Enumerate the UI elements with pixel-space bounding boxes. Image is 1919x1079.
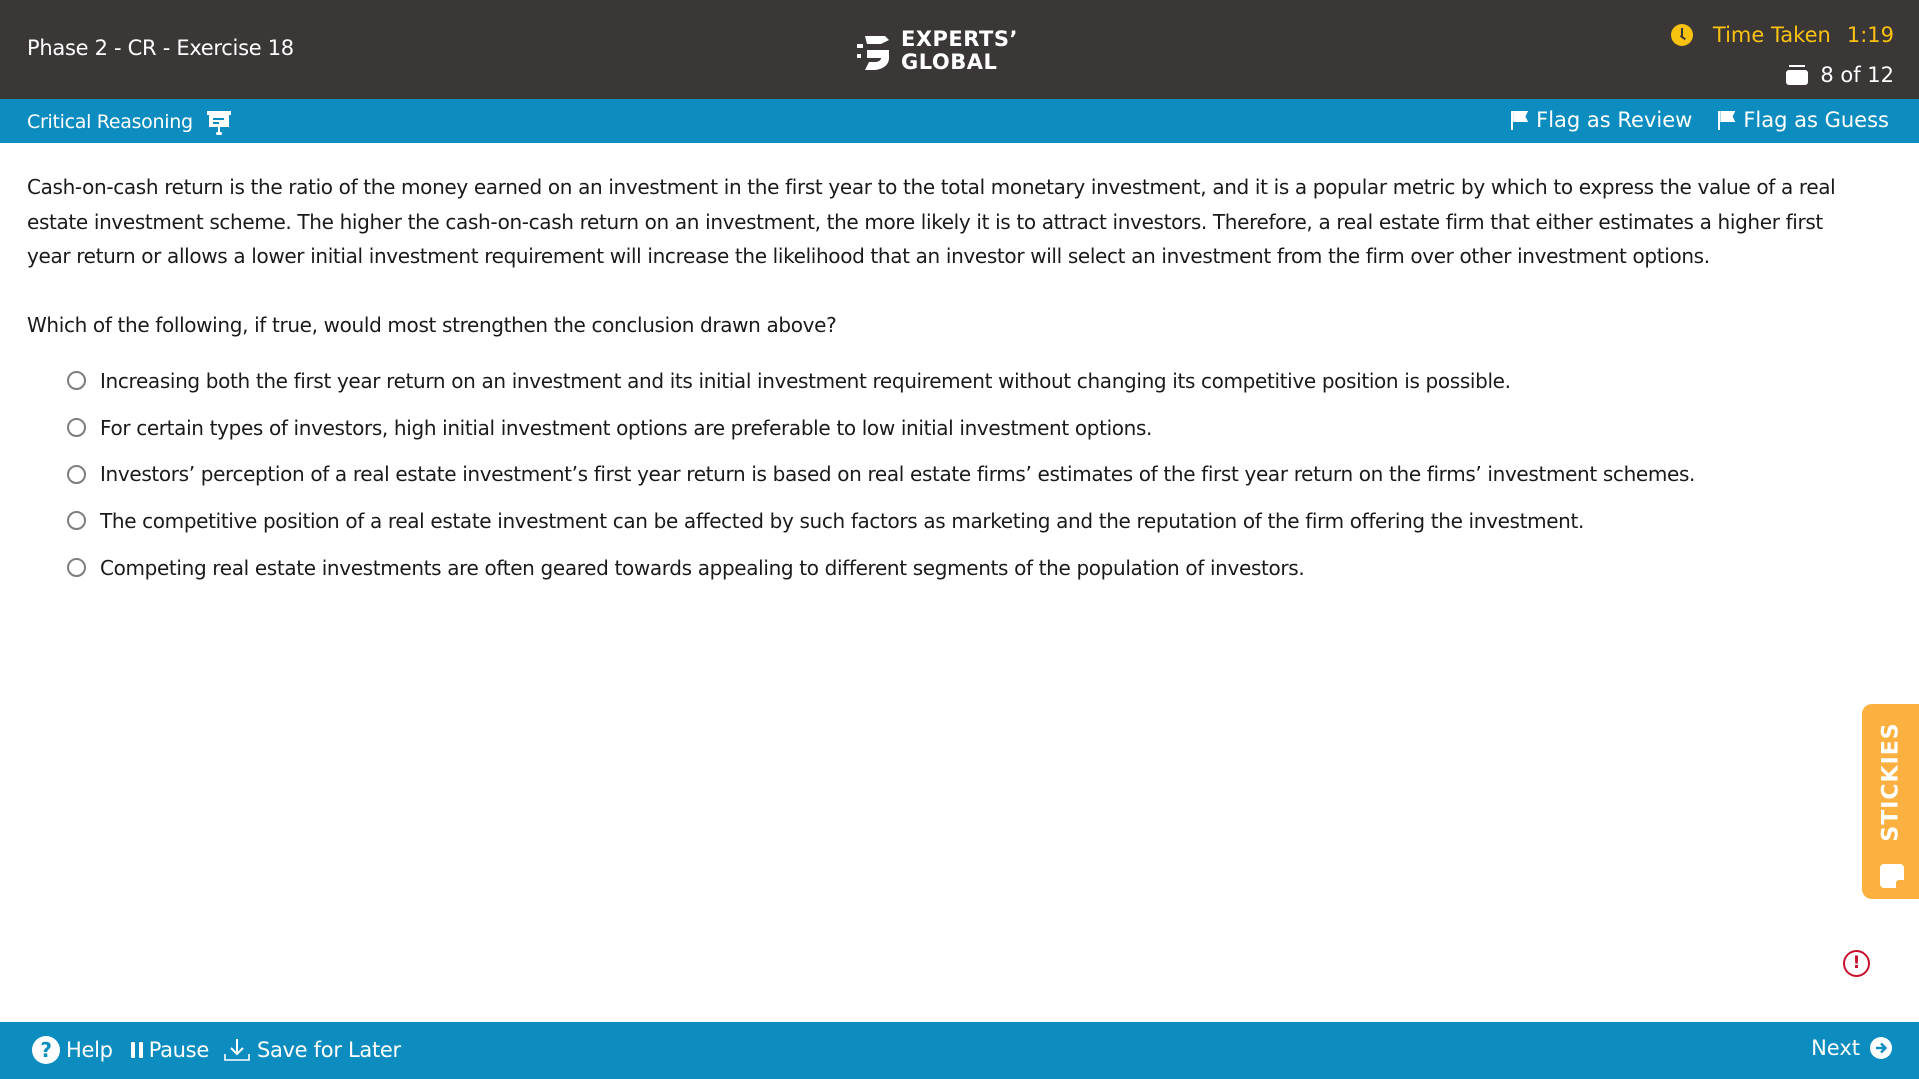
experts-global-logo-icon: [855, 30, 893, 72]
alert-icon[interactable]: !: [1843, 950, 1870, 977]
radio-button[interactable]: [67, 465, 86, 484]
section-name: [27, 109, 231, 135]
option-text: Investors’ perception of a real estate investment’s first year return is based on real estate firms’ estimates of the first year return on the firms’ investment schemes.: [100, 462, 1696, 487]
question-counter: 8 of 12: [1820, 63, 1894, 87]
flag-icon: [1511, 110, 1528, 130]
stickies-label: STICKIES: [1878, 722, 1903, 842]
logo-line-2: GLOBAL: [901, 50, 998, 74]
logo-line-1: EXPERTS’: [901, 27, 1018, 51]
help-label: Help: [66, 1038, 113, 1062]
time-taken-label: Time Taken: [1712, 23, 1831, 47]
help-button[interactable]: [32, 1036, 113, 1064]
radio-button[interactable]: [67, 371, 86, 390]
option-text: The competitive position of a real estate investment can be affected by such factors as marketing and the reputation of the firm offering the investment.: [100, 508, 1585, 533]
flag-controls: [1511, 108, 1889, 132]
top-bar: [0, 0, 1919, 99]
option-text: Competing real estate investments are often geared towards appealing to different segments of the population of investors.: [100, 555, 1305, 580]
radio-button[interactable]: [67, 558, 86, 577]
clock-icon: [1671, 24, 1693, 46]
time-taken-value: 1:19: [1846, 23, 1894, 47]
experts-global-logo: [855, 27, 1018, 75]
help-icon: ?: [32, 1036, 60, 1064]
question-progress: [1786, 63, 1894, 87]
radio-button[interactable]: [67, 418, 86, 437]
answer-option-a[interactable]: [27, 358, 1857, 405]
answer-option-c[interactable]: [27, 451, 1857, 498]
download-icon: [223, 1037, 251, 1063]
answer-options: [27, 358, 1857, 591]
sticky-note-fold: [1896, 880, 1904, 888]
flag-as-review-button[interactable]: [1511, 108, 1692, 132]
answer-option-b[interactable]: [27, 404, 1857, 451]
question-content: [27, 170, 1857, 591]
flag-as-guess-button[interactable]: [1718, 108, 1889, 132]
section-bar: [0, 99, 1919, 143]
next-button[interactable]: [1811, 1036, 1892, 1060]
answer-option-e[interactable]: [27, 544, 1857, 591]
next-label: Next: [1811, 1036, 1860, 1060]
save-for-later-button[interactable]: [223, 1037, 401, 1063]
flag-review-label: Flag as Review: [1536, 108, 1693, 132]
exercise-title: Phase 2 - CR - Exercise 18: [27, 36, 294, 60]
passage: Cash-on-cash return is the ratio of the money earned on an investment in the first year to the total monetary investment, and it is a popular metric by which to express the value of a real estate investment scheme. The higher the cash-on-cash return on an investment, the more likely it is to attract investors. Therefore, a real estate firm that either estimates a higher first year return or allows a lower initial investment requirement will increase the likelihood that an investor will select an investment from the firm over other investment options.: [27, 175, 1836, 268]
time-taken: [1671, 23, 1894, 47]
question-stem: Which of the following, if true, would most strengthen the conclusion drawn above?: [27, 312, 837, 337]
presentation-icon[interactable]: [207, 109, 231, 135]
logo-text: [901, 28, 1018, 74]
flag-icon: [1718, 110, 1735, 130]
pause-label: Pause: [148, 1038, 209, 1062]
stack-icon: [1786, 65, 1808, 85]
section-label: Critical Reasoning: [27, 111, 193, 133]
radio-button[interactable]: [67, 511, 86, 530]
option-text: Increasing both the first year return on an investment and its initial investment requirement without changing its competitive position is possible.: [100, 368, 1511, 393]
footer-actions: [32, 1036, 415, 1064]
flag-guess-label: Flag as Guess: [1743, 108, 1889, 132]
pause-icon: [131, 1042, 143, 1058]
stickies-tab[interactable]: [1862, 704, 1919, 899]
pause-button[interactable]: [127, 1038, 209, 1062]
option-text: For certain types of investors, high initial investment options are preferable to low initial investment options.: [100, 415, 1153, 440]
answer-option-d[interactable]: [27, 498, 1857, 545]
footer-bar: [0, 1022, 1919, 1079]
save-for-later-label: Save for Later: [256, 1038, 401, 1062]
arrow-right-icon: [1870, 1037, 1892, 1059]
